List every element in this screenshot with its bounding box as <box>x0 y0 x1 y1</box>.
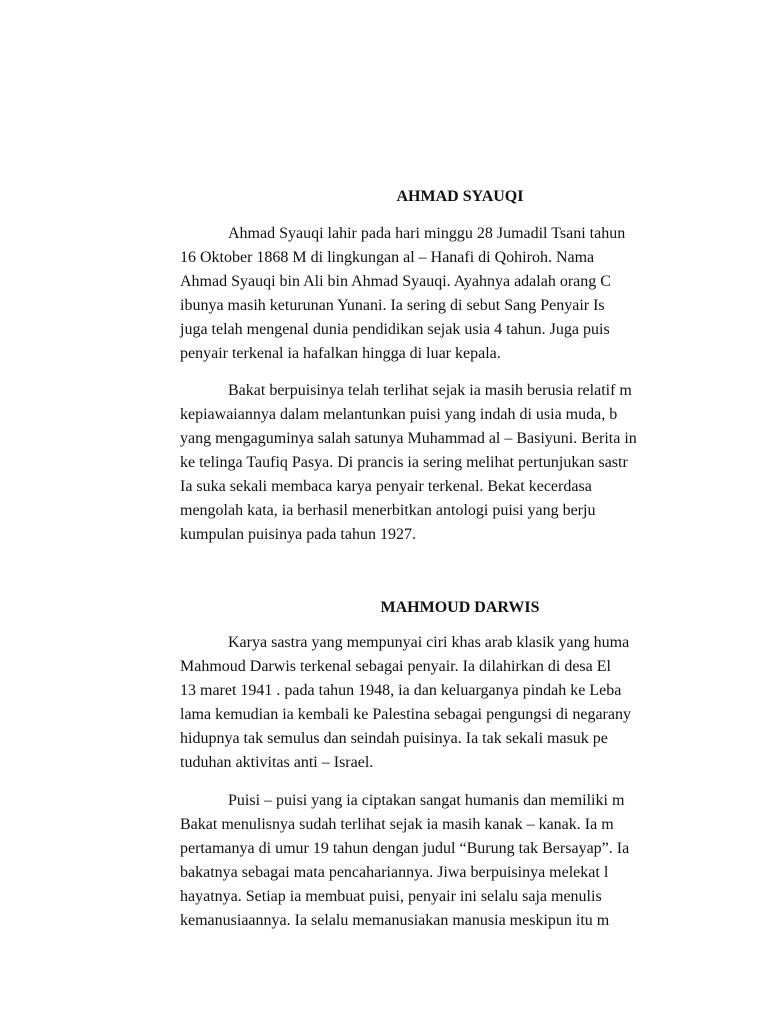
paragraph-line: Ia suka sekali membaca karya penyair terkenal. Bekat kecerdasa <box>180 478 592 495</box>
paragraph-line: kumpulan puisinya pada tahun 1927. <box>180 526 416 543</box>
paragraph-line: mengolah kata, ia berhasil menerbitkan antologi puisi yang berju <box>180 502 596 519</box>
paragraph-line: 13 maret 1941 . pada tahun 1948, ia dan keluarganya pindah ke Leba <box>180 682 622 699</box>
paragraph-line: Bakat berpuisinya telah terlihat sejak ia masih berusia relatif m <box>228 382 632 399</box>
paragraph-line: yang mengaguminya salah satunya Muhammad al – Basiyuni. Berita in <box>180 430 637 447</box>
paragraph-line: 16 Oktober 1868 M di lingkungan al – Hanafi di Qohiroh. Nama <box>180 249 595 266</box>
paragraph-line: ke telinga Taufiq Pasya. Di prancis ia sering melihat pertunjukan sastr <box>180 454 628 471</box>
paragraph-line: tuduhan aktivitas anti – Israel. <box>180 754 374 771</box>
paragraph-line: ibunya masih keturunan Yunani. Ia sering di sebut Sang Penyair Is <box>180 297 605 314</box>
paragraph-line: penyair terkenal ia hafalkan hingga di luar kepala. <box>180 345 501 362</box>
paragraph-line: kepiawaiannya dalam melantunkan puisi yang indah di usia muda, b <box>180 406 618 423</box>
section-title-mahmoud-darwis: MAHMOUD DARWIS <box>380 599 540 616</box>
paragraph-line: hidupnya tak semulus dan seindah puisinya. Ia tak sekali masuk pe <box>180 730 608 747</box>
paragraph-line: Ahmad Syauqi bin Ali bin Ahmad Syauqi. Ayahnya adalah orang C <box>180 273 611 290</box>
paragraph-line: Puisi – puisi yang ia ciptakan sangat humanis dan memiliki m <box>228 792 625 809</box>
paragraph-line: Mahmoud Darwis terkenal sebagai penyair. Ia dilahirkan di desa El <box>180 658 611 675</box>
section-title-ahmad-syauqi: AHMAD SYAUQI <box>396 188 524 205</box>
paragraph-line: Bakat menulisnya sudah terlihat sejak ia masih kanak – kanak. Ia m <box>180 816 614 833</box>
paragraph-line: Karya sastra yang mempunyai ciri khas arab klasik yang huma <box>228 634 630 651</box>
paragraph-line: bakatnya sebagai mata pencahariannya. Jiwa berpuisinya melekat l <box>180 864 609 881</box>
paragraph-line: pertamanya di umur 19 tahun dengan judul “Burung tak Bersayap”. Ia <box>180 840 630 857</box>
paragraph-line: juga telah mengenal dunia pendidikan sejak usia 4 tahun. Juga puis <box>180 321 610 338</box>
paragraph-line: kemanusiaannya. Ia selalu memanusiakan manusia meskipun itu m <box>180 912 610 929</box>
paragraph-line: hayatnya. Setiap ia membuat puisi, penyair ini selalu saja menulis <box>180 888 602 905</box>
paragraph-line: Ahmad Syauqi lahir pada hari minggu 28 Jumadil Tsani tahun <box>228 225 626 242</box>
paragraph-line: lama kemudian ia kembali ke Palestina sebagai pengungsi di negarany <box>180 706 631 723</box>
